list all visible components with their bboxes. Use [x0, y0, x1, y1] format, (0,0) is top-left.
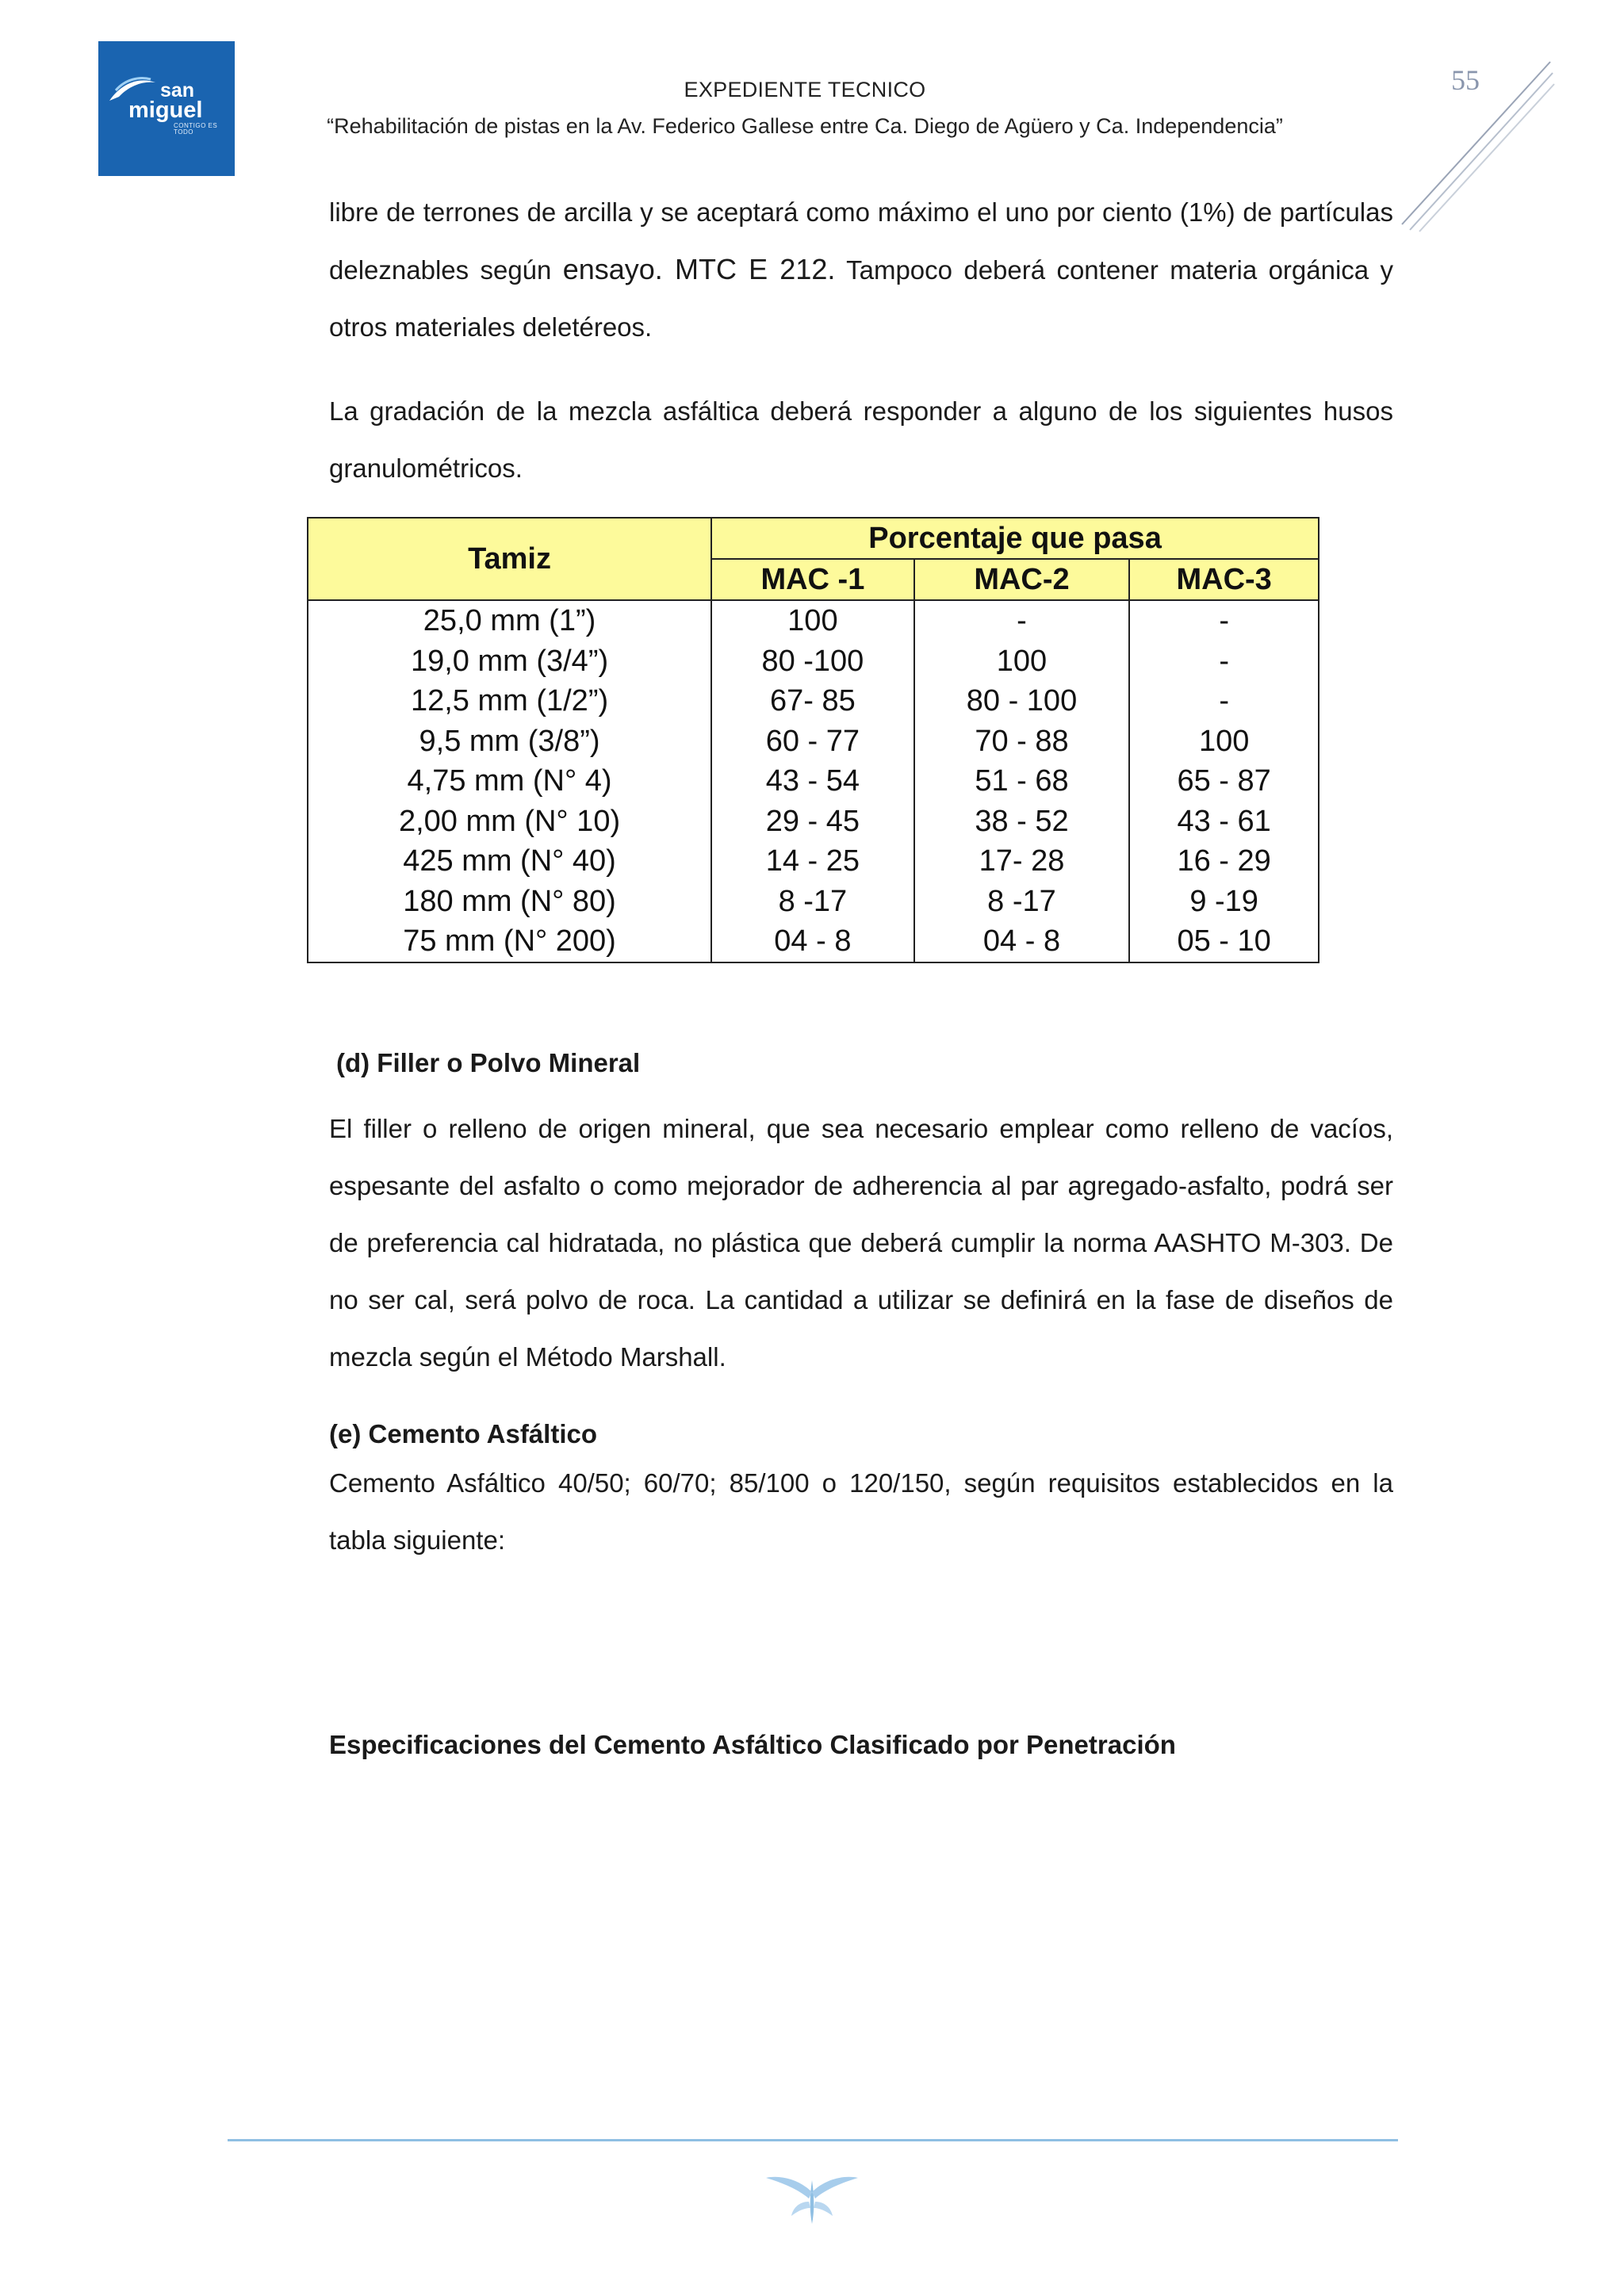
cell-sieve: 19,0 mm (3/4”)	[308, 641, 711, 682]
section-e-paragraph: Cemento Asfáltico 40/50; 60/70; 85/100 o 120/150, según requisitos establecidos en la tabla siguiente:	[329, 1468, 1393, 1555]
logo-text-san: san	[160, 79, 195, 101]
section-d-paragraph: El filler o relleno de origen mineral, que sea necesario emplear como relleno de vacíos, espesante del asfalto o como mejorador de adherencia al par agregado-asfalto, podrá ser de preferencia cal hidratada, no plástica que deberá cumplir la norma AASHTO M-303. De no ser cal, será polvo de roca. La cantidad a utilizar se definirá en la fase de diseños de mezcla según el Método Marshall.	[329, 1114, 1393, 1372]
header-mac3: MAC-3	[1129, 559, 1319, 600]
cell-mac1: 43 - 54	[711, 761, 914, 802]
cell-mac1: 100	[711, 600, 914, 641]
cell-sieve: 9,5 mm (3/8”)	[308, 721, 711, 762]
cell-mac1: 29 - 45	[711, 802, 914, 842]
cell-mac3: 05 - 10	[1129, 921, 1319, 962]
table-row	[308, 841, 1319, 882]
cell-mac2: 51 - 68	[914, 761, 1130, 802]
gradation-table	[307, 517, 1320, 963]
cell-mac3: 9 -19	[1129, 882, 1319, 922]
cell-mac2: 80 - 100	[914, 681, 1130, 721]
cell-mac1: 04 - 8	[711, 921, 914, 962]
header-mac2: MAC-2	[914, 559, 1130, 600]
document-title: EXPEDIENTE TECNICO	[684, 78, 926, 101]
cell-mac2: 100	[914, 641, 1130, 682]
cell-mac2: 70 - 88	[914, 721, 1130, 762]
page-number: 55	[1451, 64, 1480, 96]
cell-mac2: 38 - 52	[914, 802, 1130, 842]
cell-mac1: 8 -17	[711, 882, 914, 922]
paragraph-gradation: La gradación de la mezcla asfáltica deberá responder a alguno de los siguientes husos granulométricos.	[329, 396, 1393, 483]
cell-mac1: 80 -100	[711, 641, 914, 682]
cell-sieve: 2,00 mm (N° 10)	[308, 802, 711, 842]
logo-tagline: CONTIGO ES TODO	[174, 122, 218, 136]
table-row	[308, 641, 1319, 682]
cell-mac3: 43 - 61	[1129, 802, 1319, 842]
cell-mac3: 16 - 29	[1129, 841, 1319, 882]
footer-divider	[228, 2139, 1398, 2141]
logo-text-miguel: miguel	[128, 98, 203, 123]
project-subtitle: “Rehabilitación de pistas en la Av. Federico Gallese entre Ca. Diego de Agüero y Ca. Independencia”	[327, 114, 1283, 138]
cell-mac1: 14 - 25	[711, 841, 914, 882]
cell-mac3: -	[1129, 600, 1319, 641]
header-mac1: MAC -1	[711, 559, 914, 600]
cell-sieve: 425 mm (N° 40)	[308, 841, 711, 882]
section-d-heading: (d) Filler o Polvo Mineral	[336, 1048, 641, 1077]
cell-mac3: -	[1129, 681, 1319, 721]
table-row	[308, 802, 1319, 842]
table-row	[308, 681, 1319, 721]
cell-sieve: 4,75 mm (N° 4)	[308, 761, 711, 802]
table-row	[308, 761, 1319, 802]
cell-mac2: -	[914, 600, 1130, 641]
cell-mac2: 04 - 8	[914, 921, 1130, 962]
cell-mac3: -	[1129, 641, 1319, 682]
table-row	[308, 882, 1319, 922]
cell-mac1: 67- 85	[711, 681, 914, 721]
table-row	[308, 600, 1319, 641]
paragraph-aggregate	[329, 184, 1393, 356]
cell-mac2: 8 -17	[914, 882, 1130, 922]
paragraph-aggregate-part3: Tampoco deberá contener materia orgánica y otros materiales deletéreos.	[329, 255, 1393, 342]
paragraph-aggregate-test-ref: ensayo. MTC E 212.	[562, 253, 836, 285]
spec-table-title: Especificaciones del Cemento Asfáltico Clasificado por Penetración	[329, 1730, 1176, 1759]
cell-mac2: 17- 28	[914, 841, 1130, 882]
cell-sieve: 180 mm (N° 80)	[308, 882, 711, 922]
cell-mac3: 65 - 87	[1129, 761, 1319, 802]
cell-mac1: 60 - 77	[711, 721, 914, 762]
header-percent-passing: Porcentaje que pasa	[711, 518, 1319, 559]
cell-sieve: 25,0 mm (1”)	[308, 600, 711, 641]
section-e-heading: (e) Cemento Asfáltico	[329, 1419, 597, 1448]
header-tamiz: Tamiz	[308, 518, 711, 600]
cell-sieve: 12,5 mm (1/2”)	[308, 681, 711, 721]
cell-sieve: 75 mm (N° 200)	[308, 921, 711, 962]
table-row	[308, 721, 1319, 762]
flower-icon	[761, 2160, 863, 2232]
table-row	[308, 921, 1319, 962]
cell-mac3: 100	[1129, 721, 1319, 762]
paragraph-aggregate-part1: libre de terrones de arcilla y se aceptará como máximo el uno por ciento (1%) de partículas deleznables según	[329, 197, 1393, 285]
